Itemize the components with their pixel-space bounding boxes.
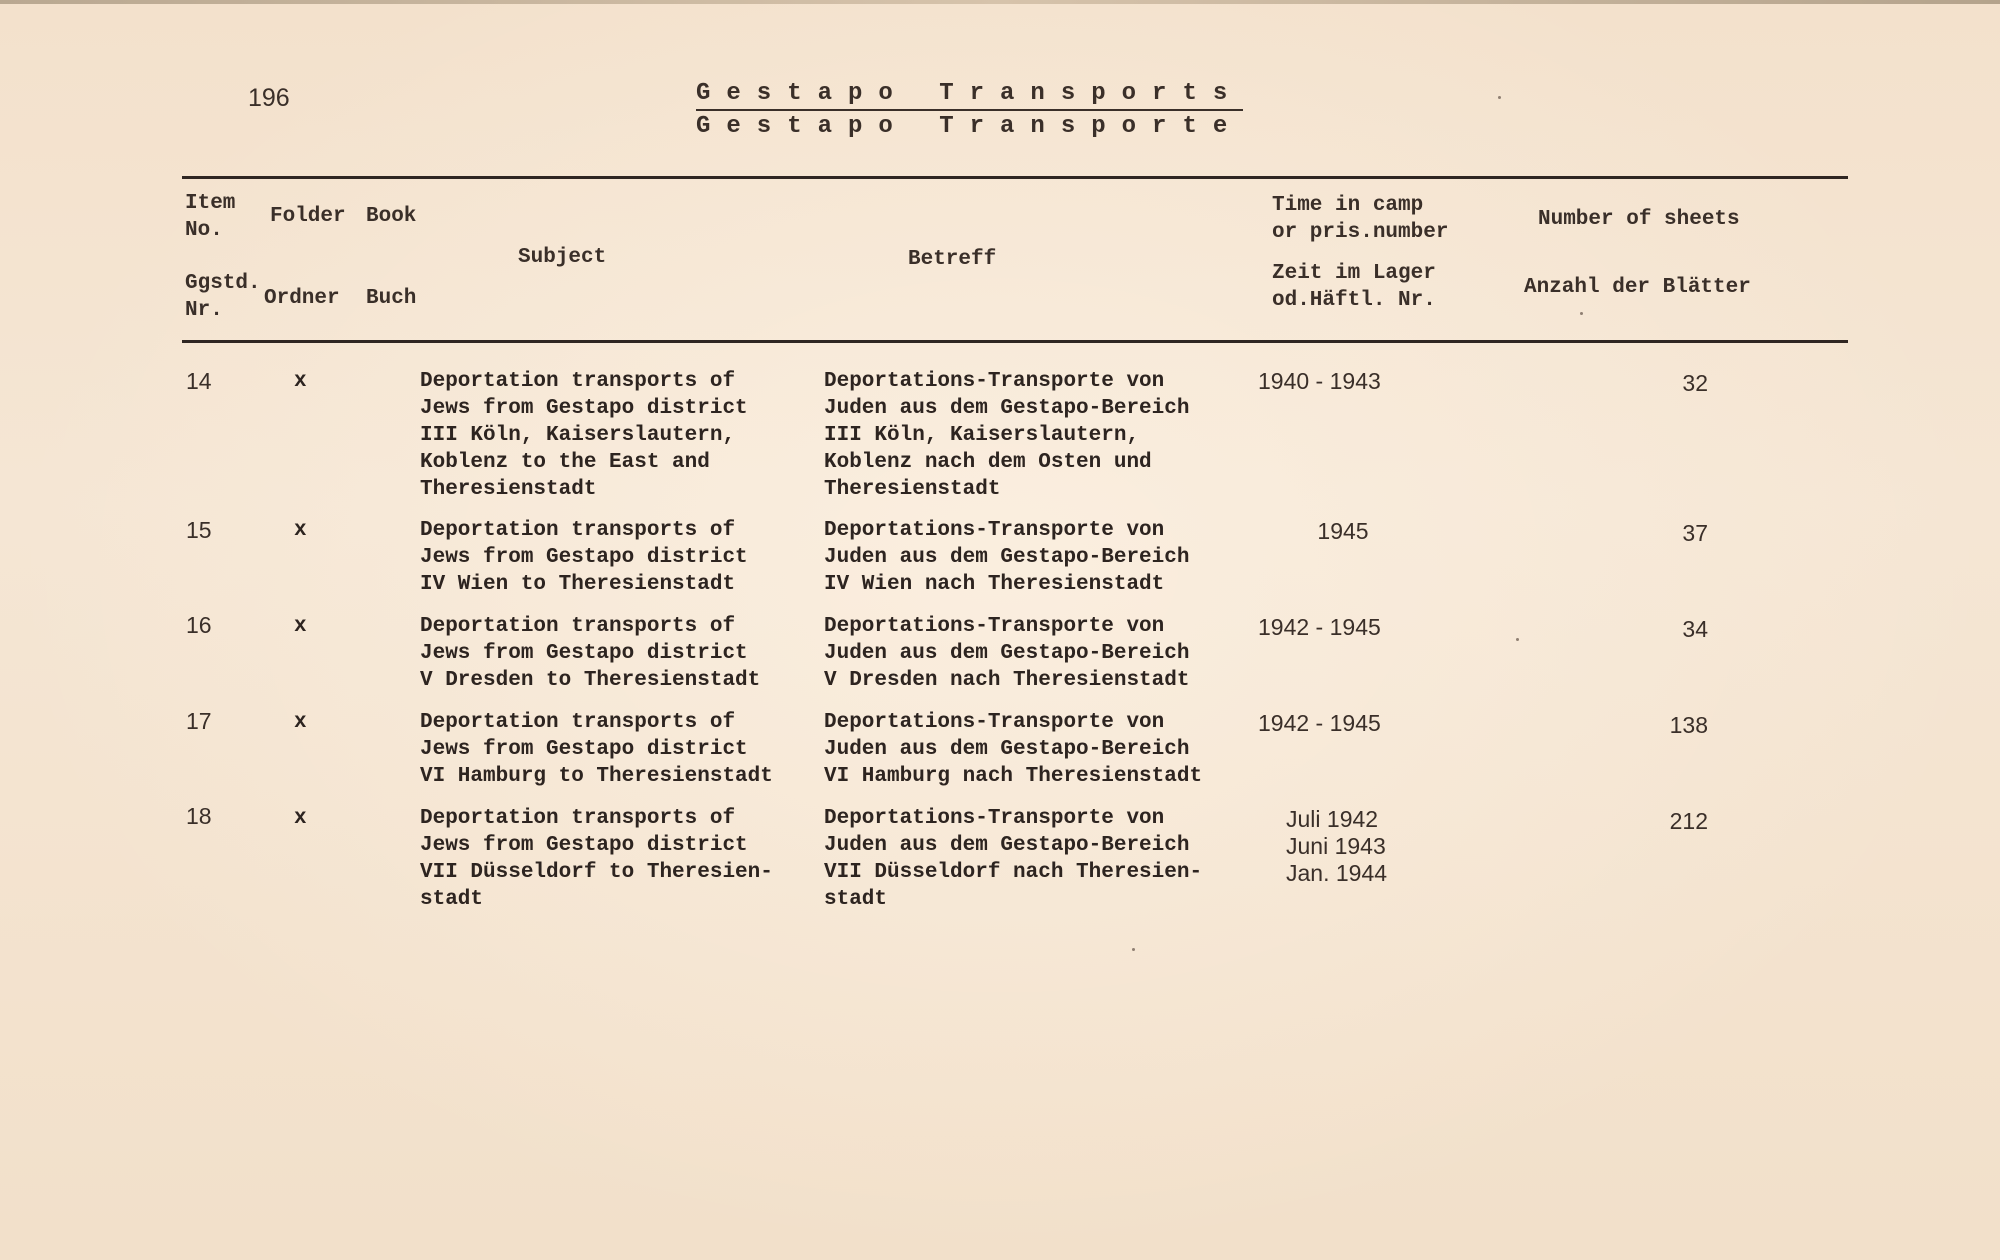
subject-text: Deportation transports of Jews from Gestapo district VI Hamburg to Theresienstadt <box>420 711 773 788</box>
time-in-camp: 1940 - 1943 <box>1258 368 1381 394</box>
item-number: 15 <box>186 517 212 543</box>
betreff-text: Deportations-Transporte von Juden aus dem Gestapo-Bereich V Dresden nach Theresienstadt <box>824 615 1190 692</box>
item-number: 17 <box>186 708 212 734</box>
page-number: 196 <box>248 84 290 112</box>
item-number: 14 <box>186 368 212 394</box>
table-top-rule <box>182 176 1848 179</box>
item-number: 16 <box>186 612 212 638</box>
item-number: 18 <box>186 803 212 829</box>
header-buch: Buch <box>366 287 417 310</box>
paper-speck <box>1580 312 1583 315</box>
betreff-text: Deportations-Transporte von Juden aus dem Gestapo-Bereich IV Wien nach Theresienstadt <box>824 519 1190 596</box>
folder-mark: x <box>294 519 307 542</box>
header-time-in-camp: Time in camp or pris.number <box>1272 194 1449 244</box>
sheet-count: 138 <box>1669 712 1708 738</box>
sheet-count: 212 <box>1669 808 1708 834</box>
header-book: Book <box>366 205 417 228</box>
sheet-count: 34 <box>1682 616 1708 642</box>
header-subject: Subject <box>518 246 607 269</box>
subject-text: Deportation transports of Jews from Gestapo district IV Wien to Theresienstadt <box>420 519 748 596</box>
title-german: Gestapo Transporte <box>696 113 1244 140</box>
folder-mark: x <box>294 807 307 830</box>
header-folder: Folder <box>270 205 346 228</box>
page-title <box>696 80 1243 141</box>
header-number-of-sheets: Number of sheets <box>1538 208 1740 231</box>
title-english: Gestapo Transports <box>696 80 1243 111</box>
subject-text: Deportation transports of Jews from Gestapo district V Dresden to Theresienstadt <box>420 615 761 692</box>
paper-speck <box>1132 948 1135 951</box>
paper-speck <box>1516 638 1519 641</box>
sheet-count: 32 <box>1682 370 1708 396</box>
sheet-count: 37 <box>1682 520 1708 546</box>
header-zeit-im-lager: Zeit im Lager od.Häftl. Nr. <box>1272 262 1436 312</box>
time-in-camp: 1942 - 1945 <box>1258 614 1381 640</box>
header-betreff: Betreff <box>908 248 997 271</box>
betreff-text: Deportations-Transporte von Juden aus dem Gestapo-Bereich VI Hamburg nach Theresienstadt <box>824 711 1203 788</box>
betreff-text: Deportations-Transporte von Juden aus dem Gestapo-Bereich III Köln, Kaiserslautern, Koblenz nach dem Osten und Theresienstadt <box>824 370 1190 501</box>
time-in-camp: Juli 1942 Juni 1943 Jan. 1944 <box>1286 806 1388 886</box>
subject-text: Deportation transports of Jews from Gestapo district III Köln, Kaiserslautern, Koblenz to the East and Theresienstadt <box>420 370 748 501</box>
paper-speck <box>1498 96 1501 99</box>
header-ggstd-nr: Ggstd. Nr. <box>185 272 261 322</box>
folder-mark: x <box>294 615 307 638</box>
page-top-edge <box>0 0 2000 4</box>
header-bottom-rule <box>182 340 1848 343</box>
betreff-text: Deportations-Transporte von Juden aus dem Gestapo-Bereich VII Düsseldorf nach Theresien- stadt <box>824 807 1203 911</box>
subject-text: Deportation transports of Jews from Gestapo district VII Düsseldorf to Theresien- stadt <box>420 807 773 911</box>
time-in-camp: 1942 - 1945 <box>1258 710 1381 736</box>
header-anzahl-der-blaetter: Anzahl der Blätter <box>1524 276 1751 299</box>
time-in-camp: 1945 <box>1317 518 1369 544</box>
folder-mark: x <box>294 711 307 734</box>
header-ordner: Ordner <box>264 287 340 310</box>
folder-mark: x <box>294 370 307 393</box>
header-item-no: Item No. <box>185 192 236 242</box>
